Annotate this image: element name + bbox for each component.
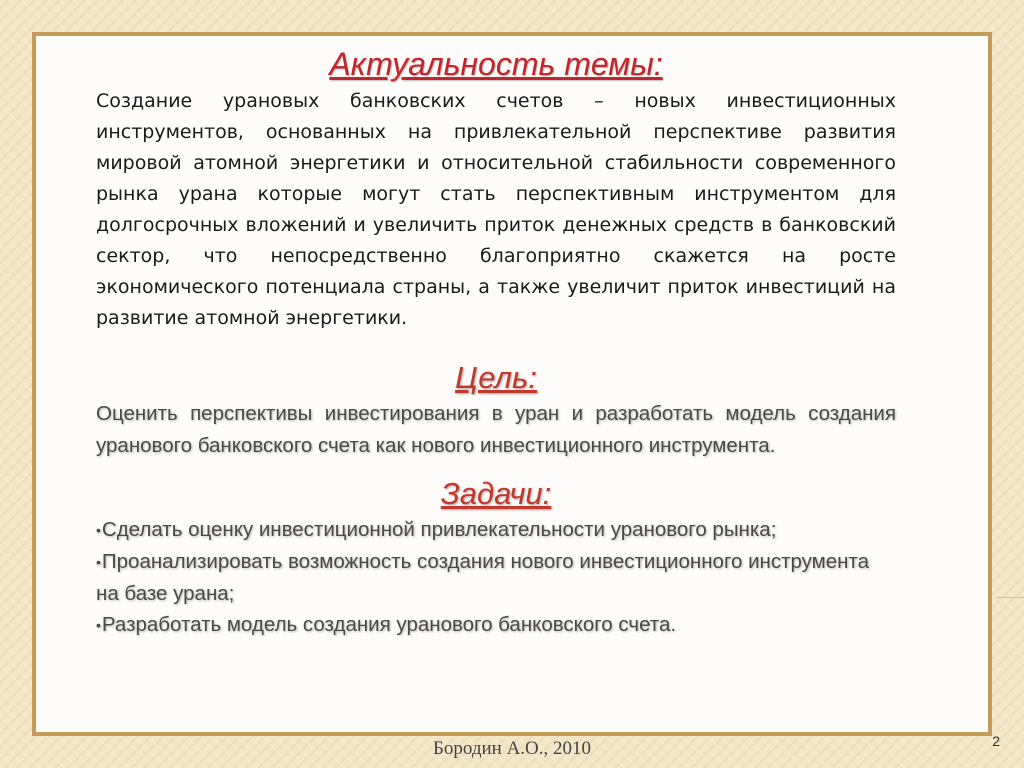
task-item — [96, 609, 896, 641]
tasks-heading: Задачи: — [440, 476, 552, 511]
footer-author: Бородин А.О., 2010 — [432, 738, 592, 759]
page-number: 2 — [992, 733, 1000, 749]
slide-content — [96, 44, 896, 641]
task-item-text: Разработать модель создания уранового банковского счета. — [101, 613, 677, 636]
relevance-text: Создание урановых банковских счетов – новых инвестиционных инструментов, основанных на привлекательной перспективе развития мировой атомной энергетики и относительной стабильности современного рынка урана которые могут стать перспективным инструментом для долгосрочных вложений и увеличить приток денежных средств в банковский сектор, что непосредственно благоприятно скажется на росте экономического потенциала страны, а также увеличит приток инвестиций на развитие атомной энергетики. — [96, 90, 896, 329]
goal-text: Оценить перспективы инвестирования в уран и разработать модель создания уранового банковского счета как нового инвестиционного инструмента. — [96, 402, 896, 457]
task-item-text: Проанализировать возможность создания нового инвестиционного инструмента на базе урана; — [96, 550, 870, 605]
bullet-icon: • — [96, 617, 101, 633]
tasks-list — [96, 514, 896, 641]
decorative-rule — [996, 597, 1024, 598]
task-item-text: Сделать оценку инвестиционной привлекательности уранового рынка; — [101, 518, 777, 541]
task-item — [96, 514, 896, 546]
task-item — [96, 546, 896, 609]
bullet-icon: • — [96, 554, 101, 570]
bullet-icon: • — [96, 522, 101, 538]
goal-heading: Цель: — [455, 360, 537, 395]
relevance-heading: Актуальность темы: — [329, 46, 663, 82]
